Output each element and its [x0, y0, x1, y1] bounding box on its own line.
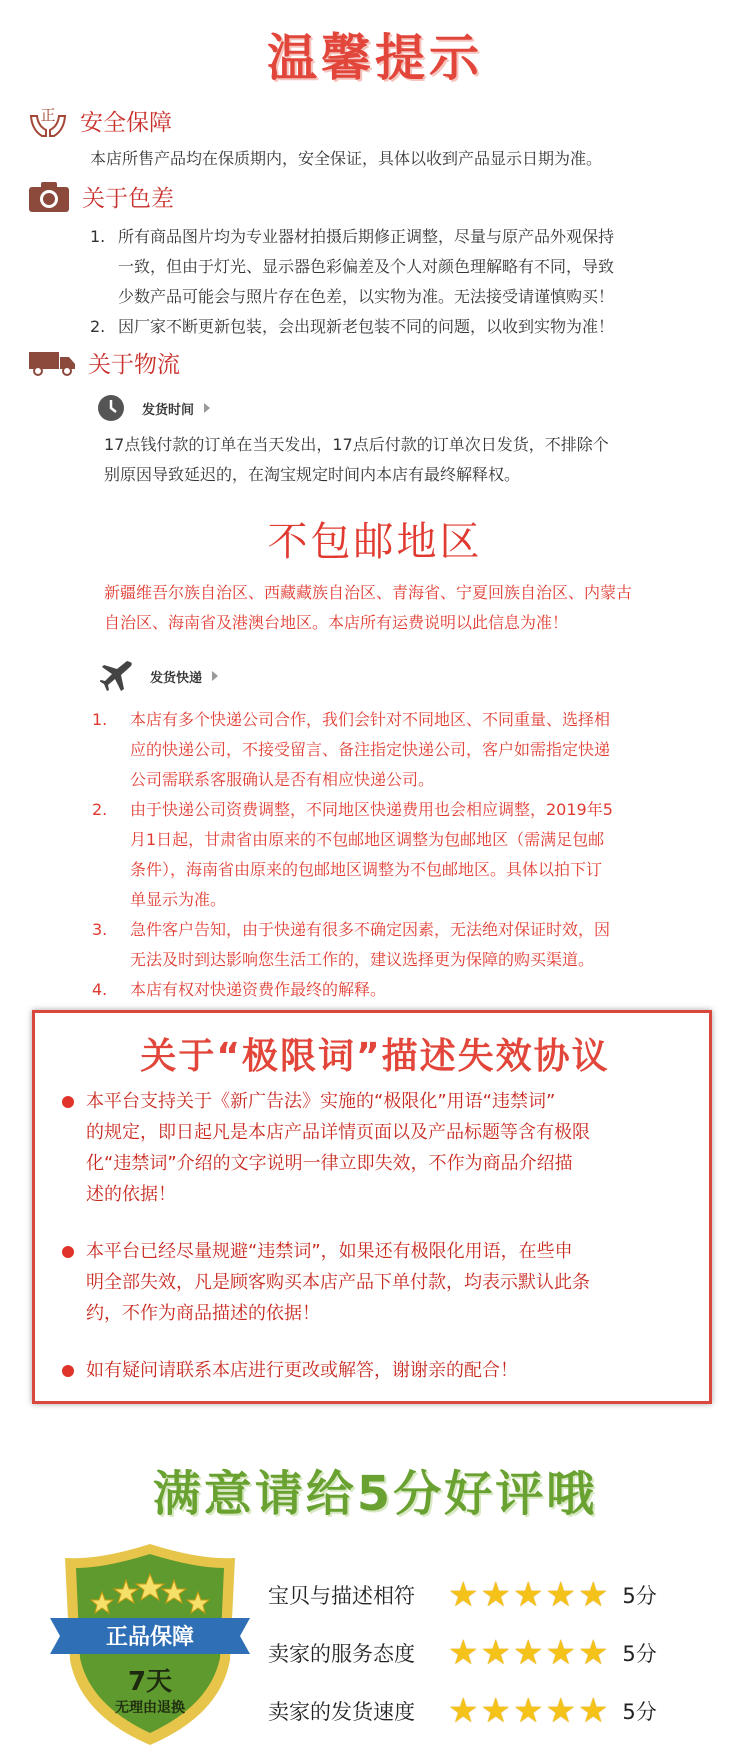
- star-icon: ★: [480, 1691, 511, 1731]
- star-icon: ★: [448, 1633, 479, 1673]
- airplane-icon: [100, 660, 134, 692]
- chevron-right-icon: [204, 403, 210, 413]
- rating-label: 卖家的发货速度: [268, 1700, 415, 1724]
- bullet-line: 本平台支持关于《新广告法》实施的“极限化”用语“违禁词”: [86, 1091, 556, 1112]
- item-line: 月1日起，甘肃省由原来的不包邮地区调整为包邮地区（需满足包邮: [130, 830, 605, 849]
- star-icon: ★: [545, 1633, 576, 1673]
- item-line: 单显示为准。: [130, 890, 227, 909]
- badge-ribbon-text: 正品保障: [105, 1625, 195, 1650]
- express-header: [100, 660, 218, 692]
- rating-score: 5分: [622, 1642, 657, 1666]
- agreement-bullets: [62, 1086, 692, 1386]
- item-line: 因厂家不断更新包装，会出现新老包装不同的问题，以收到实物为准！: [118, 317, 615, 336]
- item-number: 1.: [90, 227, 106, 246]
- list-item: [92, 795, 722, 915]
- no-free-shipping-text: [104, 578, 632, 638]
- agreement-title: 关于“极限词”描述失效协议: [140, 1036, 610, 1077]
- safety-icon-char: 正: [40, 106, 56, 124]
- rating-rows: [268, 1575, 657, 1731]
- bullet-line: 明全部失效，凡是顾客购买本店产品下单付款，均表示默认此条: [86, 1272, 590, 1293]
- item-line: 本店有权对快递资费作最终的解释。: [130, 980, 387, 999]
- safety-section-header: [28, 100, 172, 140]
- agreement-bullet: [62, 1086, 692, 1210]
- item-line: 应的快递公司，不接受留言、备注指定快递公司，客户如需指定快递: [130, 740, 611, 759]
- ship-time-header: [96, 393, 210, 423]
- star-icon: ★: [512, 1575, 544, 1615]
- item-line: 本店有多个快递公司合作，我们会针对不同地区、不同重量、选择相: [130, 710, 611, 729]
- item-line: 条件），海南省由原来的包邮地区调整为不包邮地区。具体以拍下订: [130, 860, 603, 879]
- star-group: [448, 1633, 610, 1673]
- bullet-line: 如有疑问请联系本店进行更改或解答，谢谢亲的配合！: [86, 1360, 518, 1381]
- item-number: 1.: [92, 710, 108, 729]
- list-item: [90, 312, 730, 342]
- list-item: [92, 705, 722, 795]
- text-line: 别原因导致延迟的，在淘宝规定时间内本店有最终解释权。: [104, 465, 521, 484]
- star-icon: ★: [448, 1691, 479, 1731]
- item-line: 少数产品可能会与照片存在色差，以实物为准。无法接受请谨慎购买！: [118, 287, 615, 306]
- safety-title: 安全保障: [80, 109, 172, 136]
- rating-row: [268, 1633, 657, 1673]
- item-line: 急件客户告知，由于快递有很多不确定因素，无法绝对保证时效，因: [130, 920, 611, 939]
- bullet-dot-icon: [62, 1246, 74, 1258]
- item-line: 所有商品图片均为专业器材拍摄后期修正调整，尽量与原产品外观保持: [118, 227, 615, 246]
- rating-row: [268, 1691, 657, 1731]
- express-label: 发货快递: [150, 670, 203, 686]
- bullet-line: 述的依据！: [86, 1184, 176, 1205]
- rating-score: 5分: [622, 1584, 657, 1608]
- bullet-line: 化“违禁词”介绍的文字说明一律立即失效，不作为商品介绍描: [86, 1153, 573, 1174]
- hands-icon: [28, 100, 68, 140]
- agreement-bullet: [62, 1236, 692, 1329]
- badge-sub-text: 无理由退换: [115, 1700, 185, 1716]
- star-icon: ★: [545, 1575, 576, 1615]
- agreement-bullet: [62, 1355, 692, 1386]
- item-number: 3.: [92, 920, 108, 939]
- logistics-title: 关于物流: [88, 352, 180, 378]
- item-line: 公司需联系客服确认是否有相应快递公司。: [130, 770, 435, 789]
- star-icon: ★: [448, 1575, 479, 1615]
- rating-label: 宝贝与描述相符: [268, 1584, 415, 1608]
- star-icon: ★: [577, 1691, 609, 1731]
- bullet-dot-icon: [62, 1096, 74, 1108]
- logistics-section-header: [28, 346, 180, 379]
- camera-icon: [28, 181, 70, 213]
- item-line: 无法及时到达影响您生活工作的，建议选择更为保障的购买渠道。: [130, 950, 595, 969]
- badge-days-text: 7天: [127, 1667, 173, 1697]
- star-icon: ★: [577, 1633, 609, 1673]
- rating-score: 5分: [622, 1700, 657, 1724]
- color-diff-list: [90, 222, 730, 342]
- list-item: [92, 915, 722, 975]
- color-diff-title: 关于色差: [82, 186, 174, 212]
- shield-badge-icon: [50, 1540, 250, 1750]
- item-line: 一致，但由于灯光、显示器色彩偏差及个人对颜色理解略有不同，导致: [118, 257, 615, 276]
- rating-row: [268, 1575, 657, 1615]
- star-icon: ★: [545, 1691, 576, 1731]
- star-icon: ★: [512, 1633, 544, 1673]
- list-item: [92, 975, 722, 1005]
- item-line: 由于快递公司资费调整，不同地区快递费用也会相应调整，2019年5: [130, 800, 613, 819]
- bullet-dot-icon: [62, 1365, 74, 1377]
- clock-icon: [96, 393, 126, 423]
- bullet-line: 的规定，即日起凡是本店产品详情页面以及产品标题等含有极限: [86, 1122, 590, 1143]
- ship-time-label: 发货时间: [142, 402, 195, 418]
- bullet-line: 约，不作为商品描述的依据！: [86, 1303, 320, 1324]
- rating-label: 卖家的服务态度: [268, 1642, 415, 1666]
- no-free-shipping-title: 不包邮地区: [267, 519, 483, 565]
- express-list: [92, 705, 722, 1005]
- star-group: [448, 1575, 610, 1615]
- star-group: [448, 1691, 610, 1731]
- star-icon: ★: [512, 1691, 544, 1731]
- item-number: 4.: [92, 980, 108, 999]
- star-icon: ★: [577, 1575, 609, 1615]
- chevron-right-icon: [212, 671, 218, 681]
- bullet-line: 本平台已经尽量规避“违禁词”，如果还有极限化用语，在些申: [86, 1241, 573, 1262]
- star-icon: ★: [480, 1633, 511, 1673]
- ship-time-text: [104, 430, 609, 490]
- text-line: 自治区、海南省及港澳台地区。本店所有运费说明以此信息为准！: [104, 613, 569, 632]
- star-icon: ★: [480, 1575, 511, 1615]
- item-number: 2.: [90, 317, 106, 336]
- safety-text: 本店所售产品均在保质期内，安全保证，具体以收到产品显示日期为准。: [90, 149, 603, 168]
- item-number: 2.: [92, 800, 108, 819]
- list-item: [90, 222, 730, 312]
- text-line: 17点钱付款的订单在当天发出，17点后付款的订单次日发货，不排除个: [104, 435, 609, 454]
- color-diff-section-header: [28, 180, 174, 213]
- page-title: 温馨提示: [267, 29, 483, 87]
- rating-title: 满意请给5分好评哦: [152, 1466, 598, 1522]
- text-line: 新疆维吾尔族自治区、西藏藏族自治区、青海省、宁夏回族自治区、内蒙古: [104, 583, 633, 602]
- truck-icon: [28, 349, 76, 377]
